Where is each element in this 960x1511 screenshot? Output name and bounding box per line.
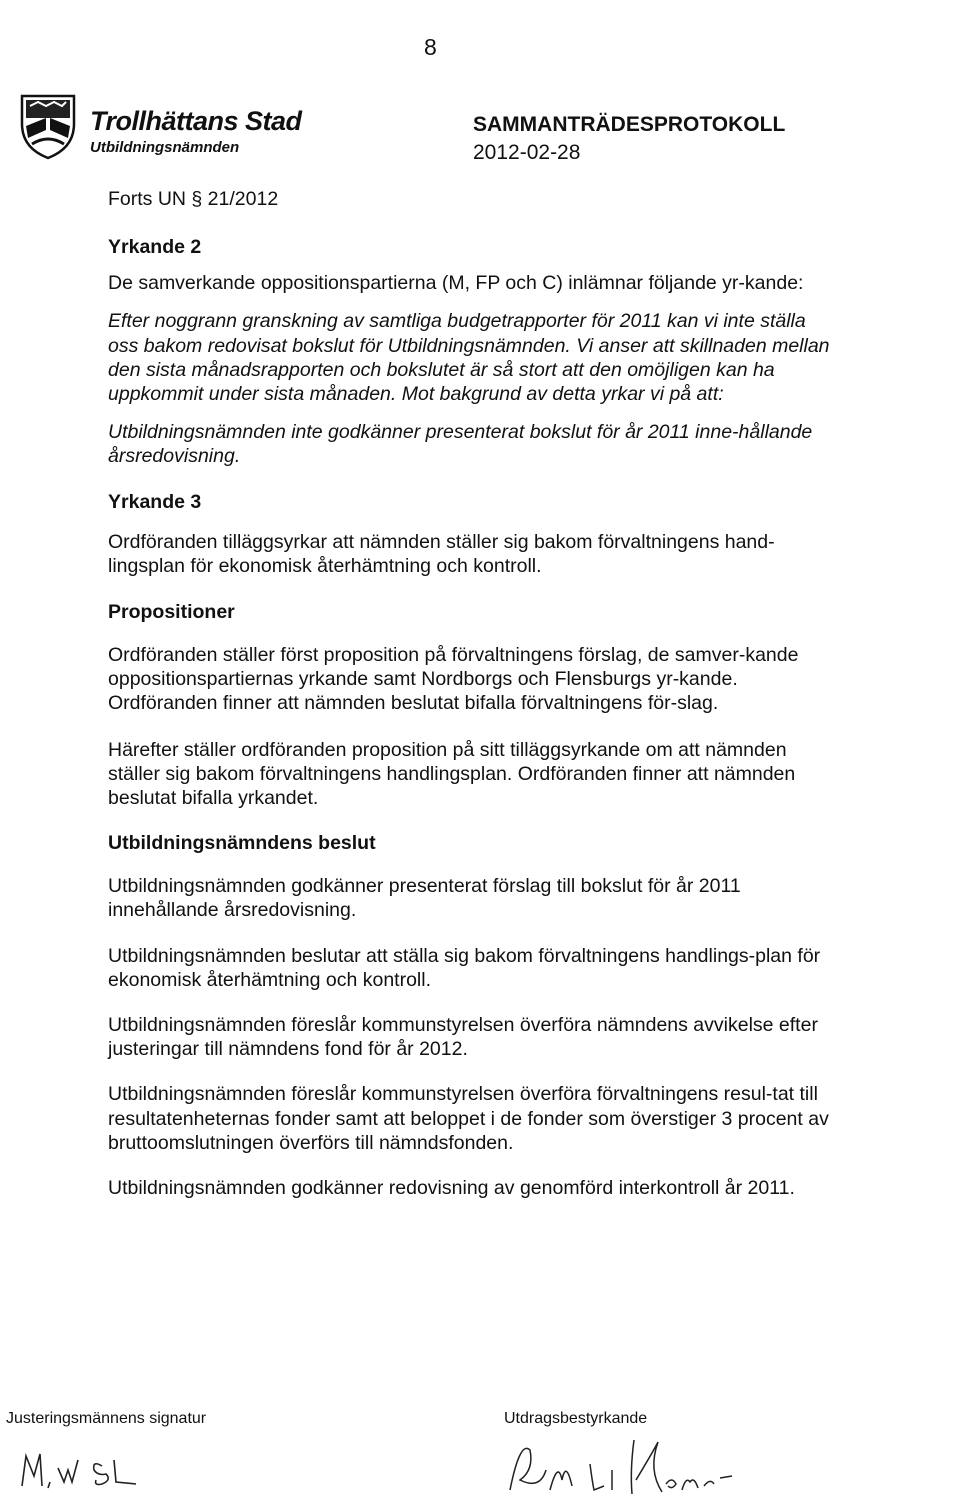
propositioner-paragraph-1: Ordföranden ställer först proposition på förvaltningens förslag, de samver-kande oppositionspartiernas yrkande samt Nordborgs och Flensburgs yr-kande. Ordföranden finner att nämnden beslutat bifalla förvaltningens för-slag. [108,644,799,715]
decision-paragraph: Utbildningsnämnden föreslår kommunstyrelsen överföra nämndens avvikelse efter justeringar till nämndens fond för år 2012. [108,1014,818,1061]
coat-of-arms-logo [16,88,80,160]
adjusters-signature-label: Justeringsmännens signatur [6,1410,207,1427]
yrkande-3-heading: Yrkande 3 [108,490,202,513]
yrkande-2-motion: Utbildningsnämnden inte godkänner presenterat bokslut för år 2011 inne-hållande årsredovisning. [108,421,813,468]
yrkande-2-intro: De samverkande oppositionspartierna (M, FP och C) inlämnar följande yr-kande: [108,272,804,295]
document-type: SAMMANTRÄDESPROTOKOLL [473,113,786,136]
decision-paragraph: Utbildningsnämnden föreslår kommunstyrelsen överföra förvaltningens resul-tat till resultatenheternas fonder samt att beloppet i de fonder som överstiger 3 procent av bruttoomslutningen överförs till nämndsfonden. [108,1083,829,1154]
organization-name: Trollhättans Stad [90,106,302,136]
yrkande-2-quote: Efter noggrann granskning av samtliga budgetrapporter för 2011 kan vi inte ställa oss bakom redovisat bokslut för Utbildningsnämnden. Vi anser att skillnaden mellan den sista månadsrapporten och bokslutet är så stort att den omöjligen kan ha uppkommit under sista månaden. Mot bakgrund av detta yrkar vi på att: [108,310,830,406]
adjusters-signature [18,1446,158,1496]
decision-heading: Utbildningsnämndens beslut [108,832,376,855]
propositioner-heading: Propositioner [108,601,235,624]
decision-paragraph: Utbildningsnämnden beslutar att ställa sig bakom förvaltningens handlings-plan för ekonomisk återhämtning och kontroll. [108,944,821,991]
certifier-signature [500,1420,740,1502]
yrkande-3-text: Ordföranden tilläggsyrkar att nämnden ställer sig bakom förvaltningens hand-lingsplan för ekonomisk återhämtning och kontroll. [108,530,775,577]
document-body [108,187,830,1200]
decision-paragraph: Utbildningsnämnden godkänner presenterat förslag till bokslut för år 2011 innehållande årsredovisning. [108,875,741,922]
page-number: 8 [424,34,437,60]
yrkande-2-heading: Yrkande 2 [108,236,202,259]
section-reference: Forts UN § 21/2012 [108,188,279,210]
decision-paragraph: Utbildningsnämnden godkänner redovisning av genomförd interkontroll år 2011. [108,1177,795,1200]
extract-certification-label: Utdragsbestyrkande [504,1410,648,1427]
committee-name: Utbildningsnämnden [90,139,240,156]
meeting-date: 2012-02-28 [473,141,581,164]
propositioner-paragraph-2: Härefter ställer ordföranden proposition på sitt tilläggsyrkande om att nämnden ställer sig bakom förvaltningens handlingsplan. Ordföranden finner att nämnden beslutat bifalla yrkandet. [108,738,796,810]
